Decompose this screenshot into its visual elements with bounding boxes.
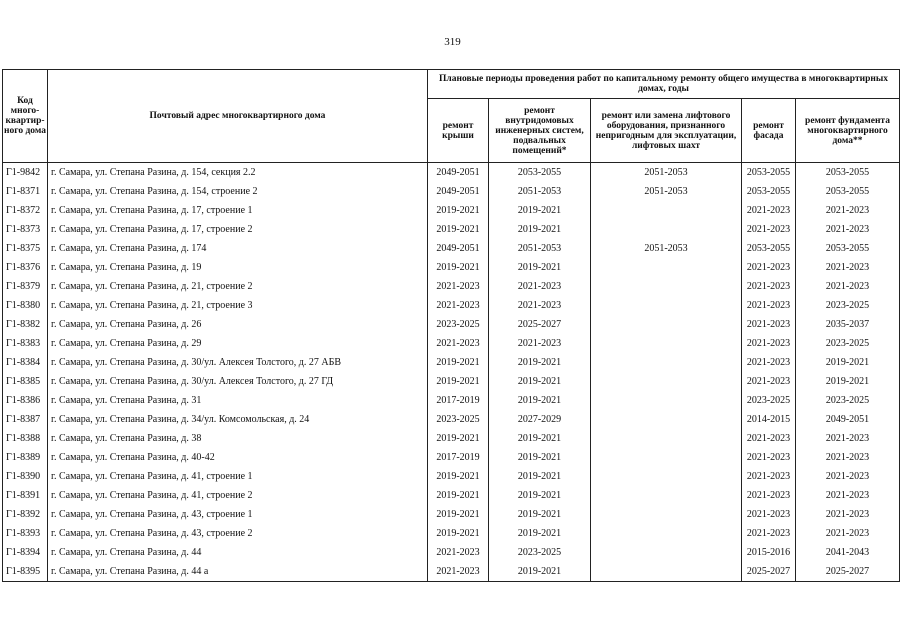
cell-systems: 2025-2027 bbox=[489, 315, 591, 334]
cell-foundation: 2023-2025 bbox=[796, 296, 900, 315]
header-code: Код много-квартир-ного дома bbox=[3, 70, 48, 163]
cell-address: г. Самара, ул. Степана Разина, д. 154, строение 2 bbox=[48, 182, 428, 201]
cell-code: Г1-8386 bbox=[3, 391, 48, 410]
cell-code: Г1-8371 bbox=[3, 182, 48, 201]
cell-foundation: 2053-2055 bbox=[796, 239, 900, 258]
table-row bbox=[3, 201, 900, 220]
cell-roof: 2019-2021 bbox=[428, 258, 489, 277]
cell-foundation: 2019-2021 bbox=[796, 372, 900, 391]
cell-facade: 2023-2025 bbox=[742, 391, 796, 410]
cell-foundation: 2021-2023 bbox=[796, 524, 900, 543]
cell-address: г. Самара, ул. Степана Разина, д. 44 а bbox=[48, 562, 428, 582]
cell-code: Г1-8376 bbox=[3, 258, 48, 277]
cell-facade: 2021-2023 bbox=[742, 315, 796, 334]
header-elevator: ремонт или замена лифтового оборудования, признанного непригодным для эксплуатации, лифтовых шахт bbox=[591, 99, 742, 163]
cell-systems: 2019-2021 bbox=[489, 562, 591, 582]
table-row bbox=[3, 163, 900, 183]
table-row bbox=[3, 277, 900, 296]
cell-elevator bbox=[591, 505, 742, 524]
table-row bbox=[3, 258, 900, 277]
cell-elevator bbox=[591, 315, 742, 334]
cell-elevator bbox=[591, 486, 742, 505]
cell-facade: 2021-2023 bbox=[742, 220, 796, 239]
cell-code: Г1-8395 bbox=[3, 562, 48, 582]
header-foundation: ремонт фундамента многоквартирного дома** bbox=[796, 99, 900, 163]
cell-code: Г1-8388 bbox=[3, 429, 48, 448]
cell-facade: 2021-2023 bbox=[742, 277, 796, 296]
cell-address: г. Самара, ул. Степана Разина, д. 17, строение 1 bbox=[48, 201, 428, 220]
cell-code: Г1-9842 bbox=[3, 163, 48, 183]
cell-code: Г1-8391 bbox=[3, 486, 48, 505]
cell-foundation: 2021-2023 bbox=[796, 277, 900, 296]
cell-elevator bbox=[591, 220, 742, 239]
cell-code: Г1-8384 bbox=[3, 353, 48, 372]
cell-foundation: 2023-2025 bbox=[796, 391, 900, 410]
cell-roof: 2021-2023 bbox=[428, 562, 489, 582]
cell-address: г. Самара, ул. Степана Разина, д. 41, строение 1 bbox=[48, 467, 428, 486]
cell-address: г. Самара, ул. Степана Разина, д. 30/ул. Алексея Толстого, д. 27 АБВ bbox=[48, 353, 428, 372]
cell-facade: 2021-2023 bbox=[742, 372, 796, 391]
cell-elevator bbox=[591, 391, 742, 410]
table-row bbox=[3, 220, 900, 239]
cell-address: г. Самара, ул. Степана Разина, д. 43, строение 1 bbox=[48, 505, 428, 524]
cell-address: г. Самара, ул. Степана Разина, д. 17, строение 2 bbox=[48, 220, 428, 239]
cell-elevator bbox=[591, 201, 742, 220]
cell-code: Г1-8389 bbox=[3, 448, 48, 467]
page-number: 319 bbox=[444, 36, 461, 48]
table-row bbox=[3, 562, 900, 582]
table-row bbox=[3, 372, 900, 391]
cell-foundation: 2021-2023 bbox=[796, 220, 900, 239]
cell-foundation: 2025-2027 bbox=[796, 562, 900, 582]
cell-facade: 2021-2023 bbox=[742, 429, 796, 448]
cell-systems: 2021-2023 bbox=[489, 296, 591, 315]
cell-systems: 2053-2055 bbox=[489, 163, 591, 183]
table-row bbox=[3, 524, 900, 543]
cell-code: Г1-8394 bbox=[3, 543, 48, 562]
cell-elevator bbox=[591, 334, 742, 353]
cell-roof: 2019-2021 bbox=[428, 467, 489, 486]
cell-roof: 2021-2023 bbox=[428, 296, 489, 315]
cell-roof: 2021-2023 bbox=[428, 277, 489, 296]
cell-foundation: 2021-2023 bbox=[796, 258, 900, 277]
cell-systems: 2019-2021 bbox=[489, 467, 591, 486]
cell-roof: 2019-2021 bbox=[428, 505, 489, 524]
cell-systems: 2019-2021 bbox=[489, 505, 591, 524]
table-row bbox=[3, 315, 900, 334]
cell-address: г. Самара, ул. Степана Разина, д. 174 bbox=[48, 239, 428, 258]
cell-roof: 2019-2021 bbox=[428, 201, 489, 220]
cell-code: Г1-8372 bbox=[3, 201, 48, 220]
cell-systems: 2019-2021 bbox=[489, 429, 591, 448]
cell-facade: 2021-2023 bbox=[742, 201, 796, 220]
table-row bbox=[3, 429, 900, 448]
cell-address: г. Самара, ул. Степана Разина, д. 21, строение 3 bbox=[48, 296, 428, 315]
cell-facade: 2021-2023 bbox=[742, 467, 796, 486]
cell-roof: 2019-2021 bbox=[428, 429, 489, 448]
cell-roof: 2049-2051 bbox=[428, 239, 489, 258]
cell-elevator: 2051-2053 bbox=[591, 239, 742, 258]
cell-roof: 2021-2023 bbox=[428, 334, 489, 353]
cell-systems: 2019-2021 bbox=[489, 524, 591, 543]
cell-facade: 2021-2023 bbox=[742, 448, 796, 467]
cell-roof: 2021-2023 bbox=[428, 543, 489, 562]
cell-code: Г1-8373 bbox=[3, 220, 48, 239]
header-systems: ремонт внутридомовых инженерных систем, подвальных помещений* bbox=[489, 99, 591, 163]
cell-roof: 2019-2021 bbox=[428, 524, 489, 543]
header-address: Почтовый адрес многоквартирного дома bbox=[48, 70, 428, 163]
table-row bbox=[3, 486, 900, 505]
table-body bbox=[3, 163, 900, 582]
cell-systems: 2051-2053 bbox=[489, 239, 591, 258]
cell-code: Г1-8393 bbox=[3, 524, 48, 543]
cell-facade: 2021-2023 bbox=[742, 353, 796, 372]
table-row bbox=[3, 353, 900, 372]
cell-foundation: 2021-2023 bbox=[796, 467, 900, 486]
cell-facade: 2015-2016 bbox=[742, 543, 796, 562]
table-row bbox=[3, 543, 900, 562]
cell-elevator bbox=[591, 258, 742, 277]
cell-foundation: 2021-2023 bbox=[796, 429, 900, 448]
cell-facade: 2021-2023 bbox=[742, 486, 796, 505]
cell-systems: 2019-2021 bbox=[489, 201, 591, 220]
capital-repair-table bbox=[2, 69, 900, 582]
cell-facade: 2021-2023 bbox=[742, 296, 796, 315]
cell-facade: 2021-2023 bbox=[742, 524, 796, 543]
cell-roof: 2019-2021 bbox=[428, 353, 489, 372]
cell-code: Г1-8379 bbox=[3, 277, 48, 296]
cell-address: г. Самара, ул. Степана Разина, д. 154, секция 2.2 bbox=[48, 163, 428, 183]
cell-address: г. Самара, ул. Степана Разина, д. 38 bbox=[48, 429, 428, 448]
cell-code: Г1-8383 bbox=[3, 334, 48, 353]
table-row bbox=[3, 448, 900, 467]
cell-foundation: 2041-2043 bbox=[796, 543, 900, 562]
cell-roof: 2019-2021 bbox=[428, 220, 489, 239]
cell-elevator bbox=[591, 429, 742, 448]
header-periods: Плановые периоды проведения работ по капитальному ремонту общего имущества в многоквартирных домах, годы bbox=[428, 70, 900, 99]
cell-foundation: 2053-2055 bbox=[796, 182, 900, 201]
table-row bbox=[3, 467, 900, 486]
table-row bbox=[3, 410, 900, 429]
cell-foundation: 2021-2023 bbox=[796, 486, 900, 505]
cell-facade: 2053-2055 bbox=[742, 163, 796, 183]
cell-systems: 2019-2021 bbox=[489, 391, 591, 410]
cell-code: Г1-8385 bbox=[3, 372, 48, 391]
cell-foundation: 2023-2025 bbox=[796, 334, 900, 353]
cell-code: Г1-8392 bbox=[3, 505, 48, 524]
cell-systems: 2051-2053 bbox=[489, 182, 591, 201]
cell-roof: 2017-2019 bbox=[428, 448, 489, 467]
table-row bbox=[3, 505, 900, 524]
cell-code: Г1-8375 bbox=[3, 239, 48, 258]
cell-roof: 2017-2019 bbox=[428, 391, 489, 410]
cell-address: г. Самара, ул. Степана Разина, д. 30/ул. Алексея Толстого, д. 27 ГД bbox=[48, 372, 428, 391]
cell-code: Г1-8387 bbox=[3, 410, 48, 429]
cell-foundation: 2035-2037 bbox=[796, 315, 900, 334]
cell-roof: 2049-2051 bbox=[428, 182, 489, 201]
cell-foundation: 2019-2021 bbox=[796, 353, 900, 372]
header-facade: ремонт фасада bbox=[742, 99, 796, 163]
cell-facade: 2053-2055 bbox=[742, 239, 796, 258]
cell-roof: 2019-2021 bbox=[428, 486, 489, 505]
cell-foundation: 2053-2055 bbox=[796, 163, 900, 183]
cell-code: Г1-8380 bbox=[3, 296, 48, 315]
cell-address: г. Самара, ул. Степана Разина, д. 26 bbox=[48, 315, 428, 334]
cell-systems: 2019-2021 bbox=[489, 258, 591, 277]
cell-systems: 2019-2021 bbox=[489, 448, 591, 467]
cell-facade: 2025-2027 bbox=[742, 562, 796, 582]
table-row bbox=[3, 296, 900, 315]
cell-facade: 2021-2023 bbox=[742, 258, 796, 277]
cell-systems: 2019-2021 bbox=[489, 220, 591, 239]
cell-address: г. Самара, ул. Степана Разина, д. 43, строение 2 bbox=[48, 524, 428, 543]
cell-elevator bbox=[591, 562, 742, 582]
cell-foundation: 2021-2023 bbox=[796, 448, 900, 467]
cell-address: г. Самара, ул. Степана Разина, д. 44 bbox=[48, 543, 428, 562]
table-row bbox=[3, 334, 900, 353]
cell-systems: 2021-2023 bbox=[489, 334, 591, 353]
cell-address: г. Самара, ул. Степана Разина, д. 29 bbox=[48, 334, 428, 353]
cell-code: Г1-8390 bbox=[3, 467, 48, 486]
cell-roof: 2023-2025 bbox=[428, 410, 489, 429]
header-roof: ремонт крыши bbox=[428, 99, 489, 163]
cell-address: г. Самара, ул. Степана Разина, д. 31 bbox=[48, 391, 428, 410]
table-row bbox=[3, 182, 900, 201]
cell-systems: 2019-2021 bbox=[489, 486, 591, 505]
cell-address: г. Самара, ул. Степана Разина, д. 21, строение 2 bbox=[48, 277, 428, 296]
cell-facade: 2053-2055 bbox=[742, 182, 796, 201]
cell-elevator bbox=[591, 277, 742, 296]
cell-code: Г1-8382 bbox=[3, 315, 48, 334]
cell-facade: 2021-2023 bbox=[742, 505, 796, 524]
cell-roof: 2019-2021 bbox=[428, 372, 489, 391]
cell-elevator bbox=[591, 543, 742, 562]
cell-roof: 2023-2025 bbox=[428, 315, 489, 334]
cell-elevator bbox=[591, 296, 742, 315]
table-row bbox=[3, 239, 900, 258]
cell-address: г. Самара, ул. Степана Разина, д. 34/ул. Комсомольская, д. 24 bbox=[48, 410, 428, 429]
cell-elevator: 2051-2053 bbox=[591, 163, 742, 183]
cell-address: г. Самара, ул. Степана Разина, д. 19 bbox=[48, 258, 428, 277]
cell-foundation: 2049-2051 bbox=[796, 410, 900, 429]
cell-systems: 2019-2021 bbox=[489, 372, 591, 391]
cell-elevator bbox=[591, 448, 742, 467]
cell-facade: 2014-2015 bbox=[742, 410, 796, 429]
cell-elevator bbox=[591, 372, 742, 391]
cell-foundation: 2021-2023 bbox=[796, 201, 900, 220]
cell-elevator bbox=[591, 467, 742, 486]
cell-foundation: 2021-2023 bbox=[796, 505, 900, 524]
cell-address: г. Самара, ул. Степана Разина, д. 40-42 bbox=[48, 448, 428, 467]
cell-elevator bbox=[591, 524, 742, 543]
cell-systems: 2023-2025 bbox=[489, 543, 591, 562]
cell-systems: 2027-2029 bbox=[489, 410, 591, 429]
cell-facade: 2021-2023 bbox=[742, 334, 796, 353]
table-row bbox=[3, 391, 900, 410]
cell-elevator: 2051-2053 bbox=[591, 182, 742, 201]
cell-elevator bbox=[591, 410, 742, 429]
cell-roof: 2049-2051 bbox=[428, 163, 489, 183]
cell-address: г. Самара, ул. Степана Разина, д. 41, строение 2 bbox=[48, 486, 428, 505]
cell-elevator bbox=[591, 353, 742, 372]
cell-systems: 2021-2023 bbox=[489, 277, 591, 296]
cell-systems: 2019-2021 bbox=[489, 353, 591, 372]
